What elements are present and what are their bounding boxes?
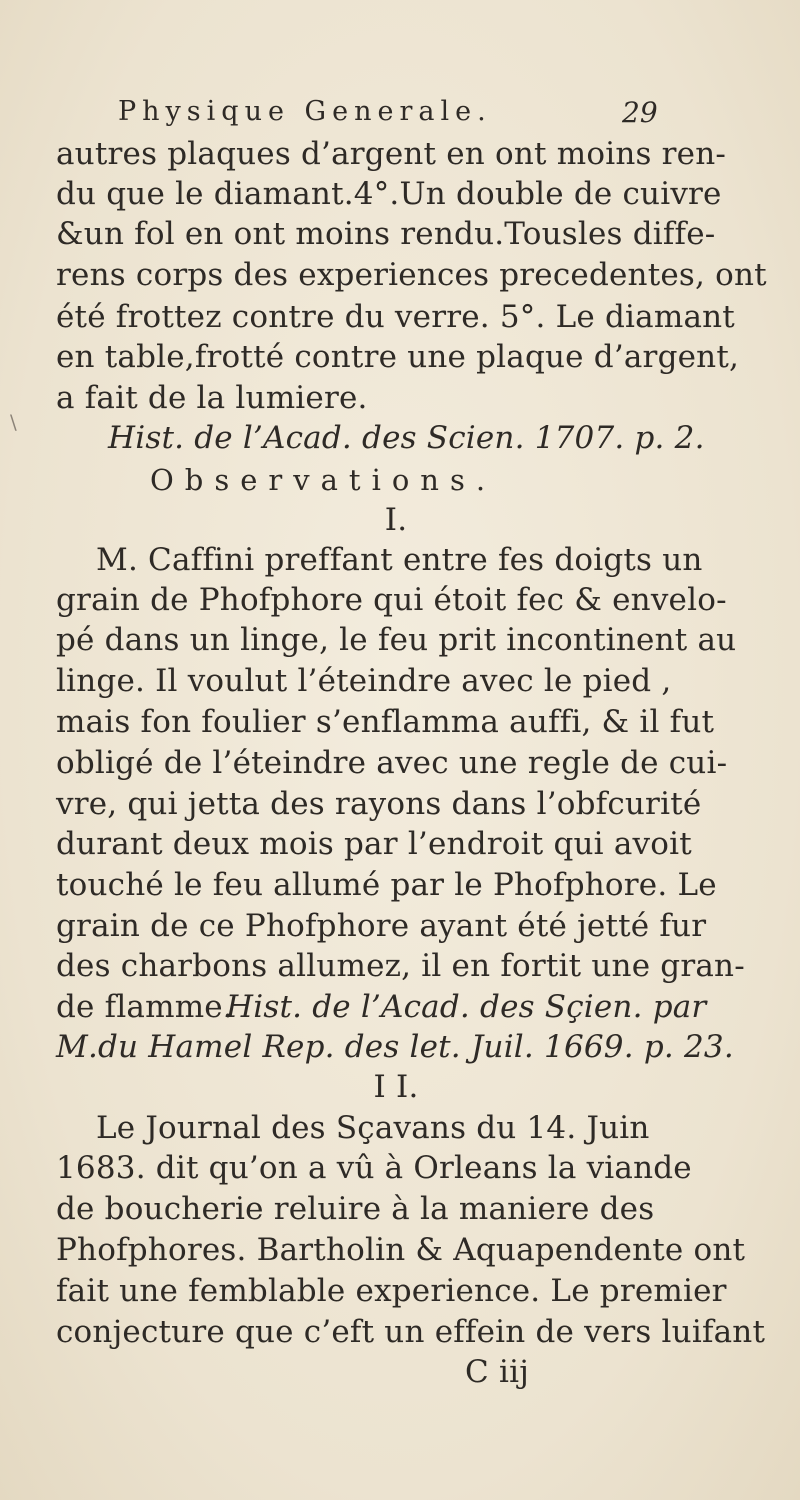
section-heading: Observations. [150, 463, 497, 497]
citation: M.du Hamel Rep. des let. Juil. 1669. p. 23. [56, 1029, 734, 1065]
text-line: conjecture que c’eft un effein de vers luifant [56, 1314, 766, 1350]
page-number: 29 [622, 96, 658, 129]
text-line: grain de ce Phofphore ayant été jetté fur [56, 908, 707, 944]
text-line: été frottez contre du verre. 5°. Le diamant [56, 299, 735, 335]
citation: Hist. de l’Acad. des Scien. 1707. p. 2. [108, 420, 705, 456]
text-line: durant deux mois par l’endroit qui avoit [56, 826, 692, 862]
text-line: touché le feu allumé par le Phofphore. Le [56, 867, 717, 903]
text-line: rens corps des experiences precedentes, ont [56, 257, 767, 293]
text-line: de flamme. [56, 989, 233, 1025]
text-line: mais fon foulier s’enflamma auffi, & il fut [56, 704, 715, 740]
text-line: de boucherie reluire à la maniere des [56, 1191, 655, 1227]
text-line: M. Caffini preffant entre fes doigts un [96, 542, 703, 578]
citation: Hist. de l’Acad. des Sçien. par [226, 989, 707, 1025]
signature-mark: C iij [465, 1354, 530, 1390]
text-line: des charbons allumez, il en fortit une gran- [56, 948, 745, 984]
text-line: linge. Il voulut l’éteindre avec le pied , [56, 663, 672, 699]
text-line: vre, qui jetta des rayons dans l’obfcurité [56, 786, 702, 822]
text-line: &un fol en ont moins rendu.Tousles diffe- [56, 216, 716, 252]
text-line: Le Journal des Sçavans du 14. Juin [96, 1110, 650, 1146]
margin-mark: \ [10, 410, 17, 434]
text-line: obligé de l’éteindre avec une regle de cui- [56, 745, 728, 781]
text-line: Phofphores. Bartholin & Aquapendente ont [56, 1232, 746, 1268]
observation-numeral: I I. [373, 1069, 419, 1105]
text-line: grain de Phofphore qui étoit fec & envelo- [56, 582, 727, 618]
text-line: 1683. dit qu’on a vû à Orleans la viande [56, 1150, 692, 1186]
text-line: du que le diamant.4°.Un double de cuivre [56, 176, 722, 212]
text-line: en table,frotté contre une plaque d’argent, [56, 339, 740, 375]
text-line: fait une femblable experience. Le premier [56, 1273, 727, 1309]
text-line: pé dans un linge, le feu prit incontinent au [56, 622, 737, 658]
text-line: a fait de la lumiere. [56, 380, 368, 416]
running-head-title: Physique Generale. [118, 96, 492, 127]
observation-numeral: I. [384, 502, 408, 538]
text-line: autres plaques d’argent en ont moins ren- [56, 136, 727, 172]
